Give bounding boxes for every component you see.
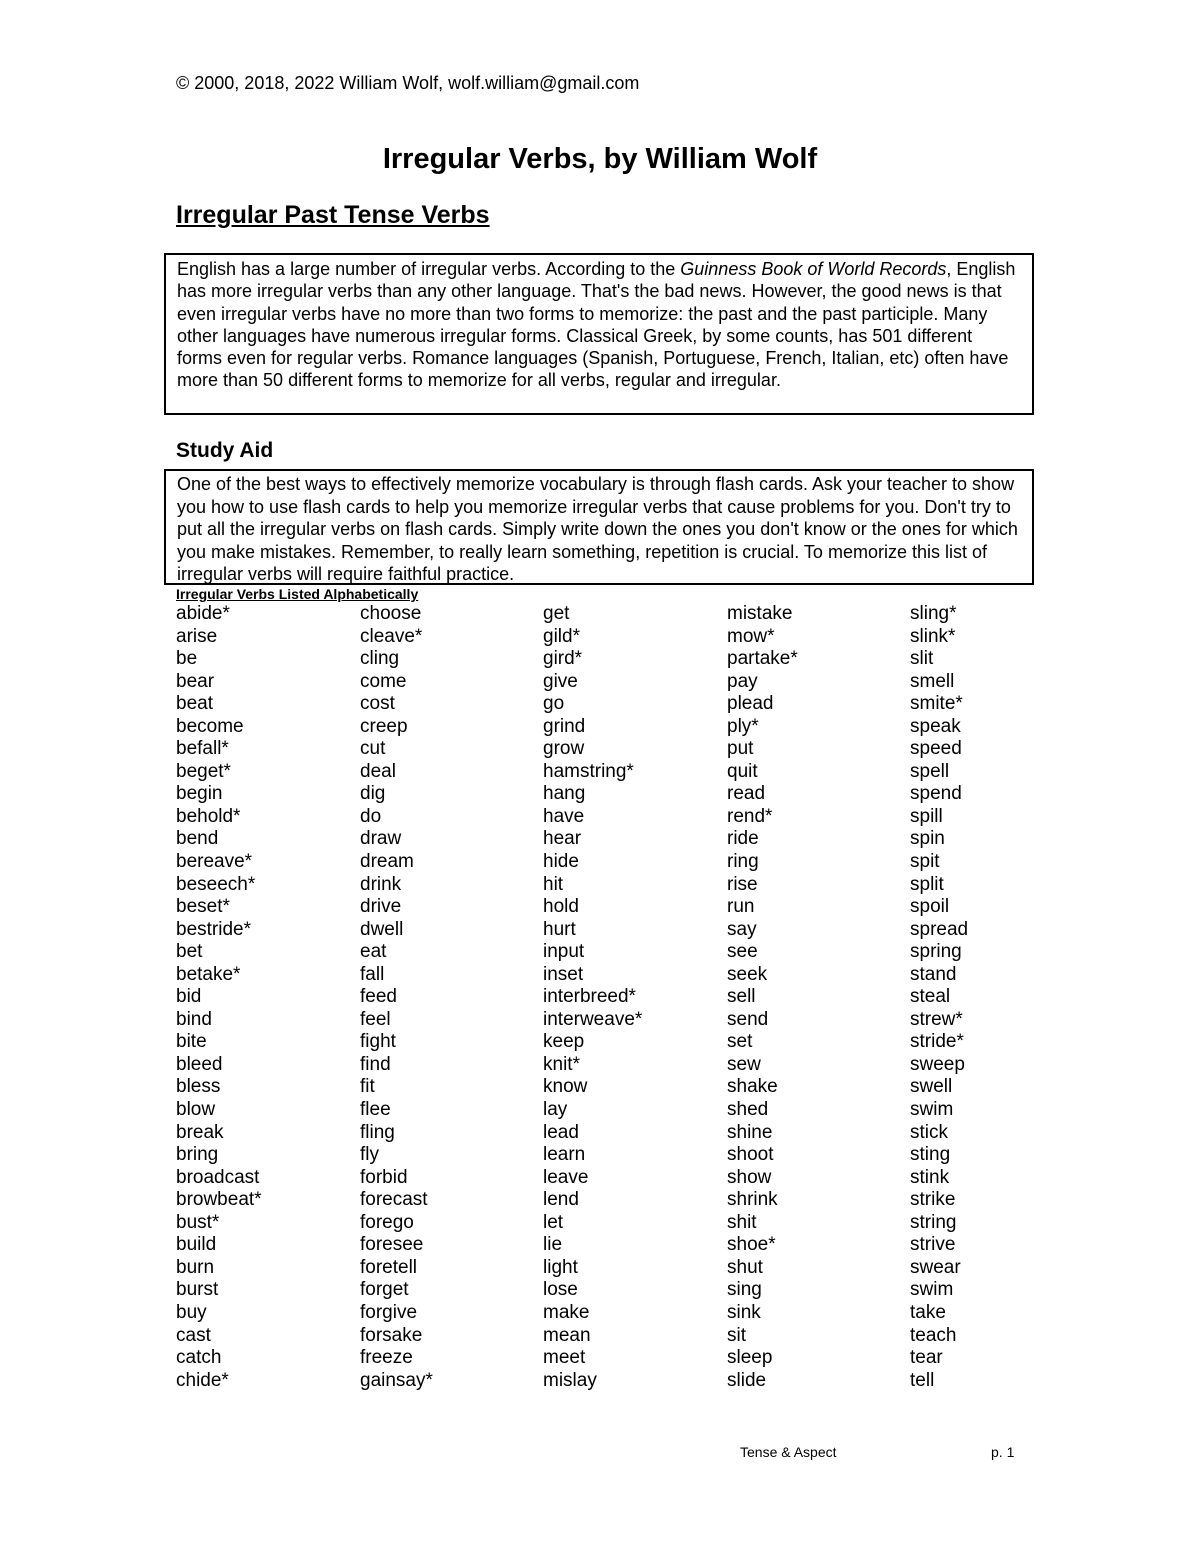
- verb-item: beat: [176, 693, 213, 715]
- verb-item: stand: [910, 963, 957, 985]
- verb-item: mislay: [543, 1369, 597, 1391]
- verb-item: bear: [176, 670, 215, 692]
- copyright-notice: © 2000, 2018, 2022 William Wolf, wolf.william@gmail.com: [176, 73, 640, 93]
- verb-item: give: [543, 670, 578, 692]
- verb-item: stink: [910, 1166, 950, 1188]
- verb-item: foretell: [360, 1256, 418, 1278]
- verb-item: forget: [360, 1279, 409, 1301]
- verb-item: beseech*: [176, 873, 256, 895]
- verb-item: fit: [360, 1076, 375, 1098]
- verb-item: show: [727, 1166, 772, 1188]
- verb-item: drive: [360, 896, 402, 918]
- verb-item: spell: [910, 760, 950, 782]
- verb-item: partake*: [727, 648, 798, 670]
- verb-item: interweave*: [543, 1008, 643, 1030]
- verb-item: hide: [543, 851, 579, 873]
- verb-item: smite*: [910, 693, 963, 715]
- verb-item: cost: [360, 693, 395, 715]
- verb-item: shake: [727, 1076, 778, 1098]
- verb-item: spring: [910, 941, 962, 963]
- verb-item: blow: [176, 1099, 216, 1121]
- verb-item: gainsay*: [360, 1369, 433, 1391]
- study-aid-paragraph: One of the best ways to effectively memorize vocabulary is through flash cards. Ask your teacher to show you how to use flash cards to help you memorize irregular verbs that cause problems for you. Don't try to put all the irregular verbs on flash cards. Simply write down the ones you don't know or the ones for which you make mistakes. Remember, to really learn something, repetition is crucial. To memorize this list of irregular verbs will require faithful practice.: [177, 474, 1018, 585]
- verb-item: slit: [910, 648, 934, 670]
- page-number: p. 1: [991, 1444, 1015, 1460]
- verb-item: cast: [176, 1324, 211, 1346]
- verb-item: mow*: [727, 625, 775, 647]
- verb-item: beset*: [176, 896, 230, 918]
- verb-item: speed: [910, 738, 962, 760]
- verb-item: grow: [543, 738, 585, 760]
- verb-item: slide: [727, 1369, 767, 1391]
- verb-column-4: [727, 603, 907, 1392]
- verb-item: find: [360, 1053, 391, 1075]
- verb-item: forbid: [360, 1166, 408, 1188]
- verb-item: sing: [727, 1279, 762, 1301]
- verb-item: pay: [727, 670, 758, 692]
- verb-item: strike: [910, 1189, 956, 1211]
- verb-item: slink*: [910, 625, 956, 647]
- verb-item: spoil: [910, 896, 950, 918]
- verb-item: quit: [727, 760, 758, 782]
- verb-item: meet: [543, 1347, 586, 1369]
- verb-item: lose: [543, 1279, 578, 1301]
- verb-item: grind: [543, 715, 586, 737]
- verb-item: speak: [910, 715, 961, 737]
- verb-item: buy: [176, 1301, 207, 1323]
- verb-item: gird*: [543, 648, 583, 670]
- verb-item: creep: [360, 715, 408, 737]
- verb-column-2: [360, 603, 540, 1392]
- verb-item: cut: [360, 738, 386, 760]
- verb-item: input: [543, 941, 585, 963]
- verb-item: tear: [910, 1347, 943, 1369]
- verb-item: string: [910, 1211, 957, 1233]
- verb-item: get: [543, 603, 570, 624]
- section-title: Irregular Past Tense Verbs: [176, 201, 490, 229]
- verb-item: ply*: [727, 715, 759, 737]
- verb-item: send: [727, 1008, 769, 1030]
- verb-item: hold: [543, 896, 579, 918]
- verb-item: sit: [727, 1324, 746, 1346]
- verb-item: mistake: [727, 603, 793, 624]
- study-aid-title: Study Aid: [176, 439, 274, 462]
- verb-item: forecast: [360, 1189, 428, 1211]
- verb-item: shit: [727, 1211, 757, 1233]
- verb-item: go: [543, 693, 565, 715]
- verb-item: make: [543, 1301, 590, 1323]
- verb-item: inset: [543, 963, 584, 985]
- verb-item: dwell: [360, 918, 404, 940]
- verb-item: spit: [910, 851, 940, 873]
- verb-item: stride*: [910, 1031, 964, 1053]
- verb-item: swear: [910, 1256, 961, 1278]
- verb-item: steal: [910, 986, 951, 1008]
- verb-item: spin: [910, 828, 945, 850]
- verb-item: sell: [727, 986, 756, 1008]
- verb-item: learn: [543, 1144, 586, 1166]
- verb-item: fight: [360, 1031, 396, 1053]
- verb-item: come: [360, 670, 407, 692]
- verb-item: keep: [543, 1031, 585, 1053]
- verb-item: do: [360, 805, 382, 827]
- verb-item: lead: [543, 1121, 579, 1143]
- verb-item: fly: [360, 1144, 379, 1166]
- verb-item: arise: [176, 625, 218, 647]
- verb-item: cling: [360, 648, 400, 670]
- verb-item: put: [727, 738, 754, 760]
- verb-item: take: [910, 1301, 946, 1323]
- verb-item: browbeat*: [176, 1189, 262, 1211]
- verb-item: build: [176, 1234, 217, 1256]
- verb-item: bleed: [176, 1053, 223, 1075]
- footer-section-label: Tense & Aspect: [740, 1444, 837, 1460]
- verb-item: eat: [360, 941, 387, 963]
- verb-item: sew: [727, 1053, 761, 1075]
- verb-item: mean: [543, 1324, 591, 1346]
- verb-item: swim: [910, 1099, 954, 1121]
- verb-item: break: [176, 1121, 224, 1143]
- verb-item: know: [543, 1076, 588, 1098]
- verb-item: sting: [910, 1144, 951, 1166]
- intro-paragraph: [177, 258, 1022, 392]
- verb-item: hear: [543, 828, 582, 850]
- verb-list: [176, 603, 1096, 1393]
- study-aid-box: [164, 469, 1034, 585]
- verb-item: rend*: [727, 805, 773, 827]
- verb-item: broadcast: [176, 1166, 260, 1188]
- verb-item: split: [910, 873, 944, 895]
- intro-text-end: , English has more irregular verbs than any other language. That's the bad news. However, the good news is that even irregular verbs have no more than two forms to memorize: the past and the past participle. Many other languages have numerous irregular forms. Classical Greek, by some counts, has 501 different forms even for regular verbs. Romance languages (Spanish, Portuguese, French, Italian, etc) often have more than 50 different forms to memorize for all verbs, regular and irregular.: [177, 259, 1016, 391]
- verb-item: freeze: [360, 1347, 413, 1369]
- verb-item: betake*: [176, 963, 241, 985]
- verb-item: foresee: [360, 1234, 424, 1256]
- verb-item: say: [727, 918, 757, 940]
- verb-item: dig: [360, 783, 386, 805]
- verb-item: shine: [727, 1121, 773, 1143]
- verb-item: knit*: [543, 1053, 580, 1075]
- verb-item: tell: [910, 1369, 935, 1391]
- intro-box: [164, 253, 1034, 415]
- verb-item: burst: [176, 1279, 219, 1301]
- verb-item: lie: [543, 1234, 563, 1256]
- verb-item: bereave*: [176, 851, 253, 873]
- verb-column-3: [543, 603, 723, 1392]
- verb-item: spill: [910, 805, 943, 827]
- verb-item: sling*: [910, 603, 957, 624]
- verb-item: sink: [727, 1301, 761, 1323]
- verb-item: sleep: [727, 1347, 773, 1369]
- verb-item: see: [727, 941, 758, 963]
- verb-item: burn: [176, 1256, 215, 1278]
- verb-item: bind: [176, 1008, 212, 1030]
- verb-item: choose: [360, 603, 422, 624]
- verb-item: dream: [360, 851, 414, 873]
- verb-item: fall: [360, 963, 385, 985]
- verb-item: ride: [727, 828, 759, 850]
- verb-item: draw: [360, 828, 402, 850]
- verb-item: shoe*: [727, 1234, 776, 1256]
- verb-item: lay: [543, 1099, 568, 1121]
- verb-item: forgive: [360, 1301, 418, 1323]
- intro-text-start: English has a large number of irregular verbs. According to the: [177, 259, 681, 279]
- verb-item: deal: [360, 760, 396, 782]
- verb-item: forego: [360, 1211, 414, 1233]
- verb-item: sweep: [910, 1053, 965, 1075]
- verb-item: bite: [176, 1031, 207, 1053]
- verb-item: swell: [910, 1076, 953, 1098]
- verb-item: leave: [543, 1166, 589, 1188]
- verb-item: hang: [543, 783, 586, 805]
- verb-item: fling: [360, 1121, 395, 1143]
- verb-item: hamstring*: [543, 760, 634, 782]
- verb-item: ring: [727, 851, 759, 873]
- guinness-reference: Guinness Book of World Records: [680, 259, 947, 279]
- verb-item: stick: [910, 1121, 948, 1143]
- verb-item: behold*: [176, 805, 241, 827]
- verb-item: read: [727, 783, 766, 805]
- verb-item: feel: [360, 1008, 391, 1030]
- verb-item: bend: [176, 828, 219, 850]
- verb-item: light: [543, 1256, 578, 1278]
- verb-item: hit: [543, 873, 564, 895]
- verb-item: rise: [727, 873, 758, 895]
- verb-item: bid: [176, 986, 202, 1008]
- verb-item: beget*: [176, 760, 231, 782]
- verb-item: spread: [910, 918, 969, 940]
- verb-list-title: Irregular Verbs Listed Alphabetically: [176, 586, 419, 602]
- verb-item: become: [176, 715, 244, 737]
- verb-item: bless: [176, 1076, 221, 1098]
- verb-item: seek: [727, 963, 768, 985]
- verb-item: bring: [176, 1144, 219, 1166]
- verb-item: bet: [176, 941, 203, 963]
- verb-item: strew*: [910, 1008, 963, 1030]
- verb-item: let: [543, 1211, 564, 1233]
- verb-item: plead: [727, 693, 774, 715]
- verb-item: bust*: [176, 1211, 220, 1233]
- verb-item: bestride*: [176, 918, 251, 940]
- verb-item: abide*: [176, 603, 230, 624]
- verb-item: be: [176, 648, 198, 670]
- verb-item: befall*: [176, 738, 229, 760]
- page-title: Irregular Verbs, by William Wolf: [382, 143, 818, 175]
- verb-item: chide*: [176, 1369, 229, 1391]
- verb-item: cleave*: [360, 625, 423, 647]
- verb-item: flee: [360, 1099, 391, 1121]
- verb-item: hurt: [543, 918, 576, 940]
- verb-item: shrink: [727, 1189, 778, 1211]
- verb-item: smell: [910, 670, 955, 692]
- verb-item: feed: [360, 986, 397, 1008]
- verb-item: lend: [543, 1189, 579, 1211]
- verb-item: shut: [727, 1256, 763, 1278]
- verb-item: interbreed*: [543, 986, 636, 1008]
- verb-item: swim: [910, 1279, 954, 1301]
- verb-item: shed: [727, 1099, 769, 1121]
- verb-item: catch: [176, 1347, 222, 1369]
- verb-item: drink: [360, 873, 402, 895]
- verb-column-1: [176, 603, 356, 1392]
- verb-item: gild*: [543, 625, 580, 647]
- verb-item: shoot: [727, 1144, 774, 1166]
- verb-item: have: [543, 805, 585, 827]
- verb-column-5: [910, 603, 1090, 1392]
- verb-item: forsake: [360, 1324, 423, 1346]
- verb-item: run: [727, 896, 755, 918]
- verb-item: begin: [176, 783, 223, 805]
- verb-item: spend: [910, 783, 962, 805]
- verb-item: strive: [910, 1234, 956, 1256]
- verb-item: set: [727, 1031, 753, 1053]
- verb-item: teach: [910, 1324, 957, 1346]
